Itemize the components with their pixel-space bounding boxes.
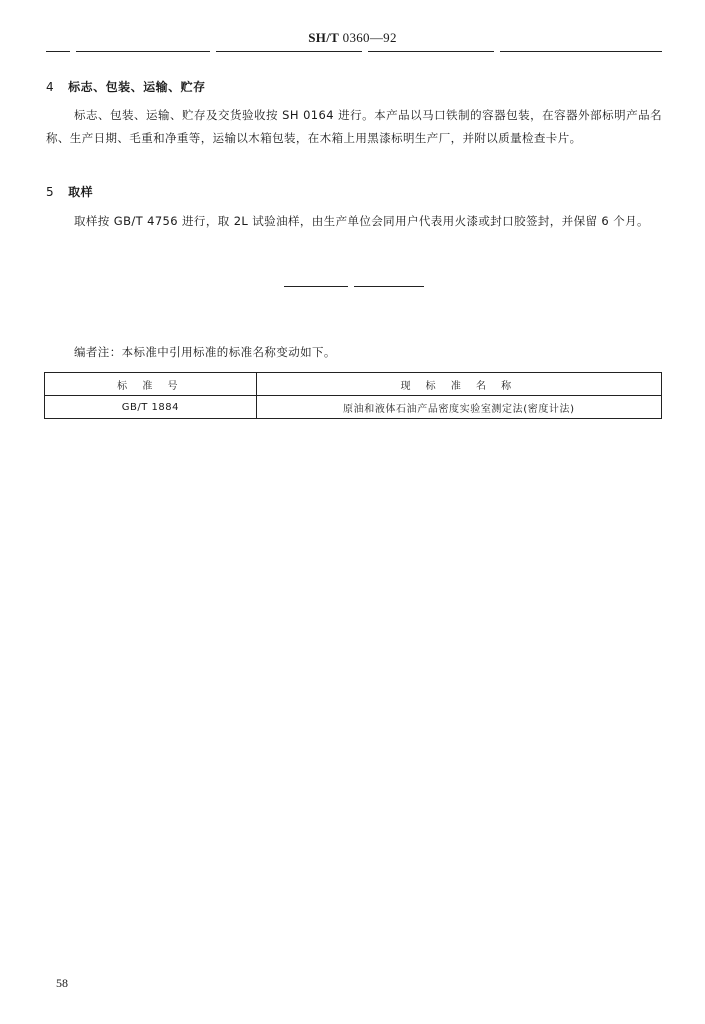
column-header-standard-no: 标 准 号 — [45, 373, 257, 396]
section-4-paragraph: 标志、包装、运输、贮存及交货验收按 SH 0164 进行。本产品以马口铁制的容器包装，在容器外部标明产品名称、生产日期、毛重和净重等，运输以木箱包装，在木箱上用黑漆标明生产厂，并附以质量检查卡片。 — [46, 108, 662, 145]
section-number: 5 — [46, 185, 55, 199]
section-5-paragraph: 取样按 GB/T 4756 进行，取 2L 试验油样，由生产单位会同用户代表用火漆或封口胶签封，并保留 6 个月。 — [74, 214, 649, 228]
cell-standard-no: GB/T 1884 — [45, 396, 257, 419]
column-header-current-name: 现 标 准 名 称 — [256, 373, 661, 396]
header-rule-segment-5 — [500, 51, 662, 52]
section-title: 标志、包装、运输、贮存 — [68, 80, 206, 94]
standard-code-number: 0360—92 — [342, 30, 397, 45]
header-rule-segment-3 — [216, 51, 362, 52]
cell-standard-name: 原油和液体石油产品密度实验室测定法(密度计法) — [256, 396, 661, 419]
section-number: 4 — [46, 80, 55, 94]
header-rule-segment-2 — [76, 51, 210, 52]
header-rule-segment-4 — [368, 51, 494, 52]
table-row — [45, 396, 662, 419]
section-4-heading — [46, 78, 206, 95]
table-header-row — [45, 373, 662, 396]
end-of-text-line-left — [284, 286, 348, 287]
page-number: 58 — [56, 976, 68, 990]
standard-code-prefix: SH/T — [308, 30, 340, 45]
end-of-text-line-right — [354, 286, 424, 287]
reference-standards-table — [44, 372, 662, 419]
editor-note: 编者注：本标准中引用标准的标准名称变动如下。 — [74, 345, 336, 359]
header-rule-segment-1 — [46, 51, 70, 52]
section-5-heading — [46, 183, 93, 200]
standard-code-header — [0, 30, 705, 46]
section-title: 取样 — [68, 185, 94, 199]
